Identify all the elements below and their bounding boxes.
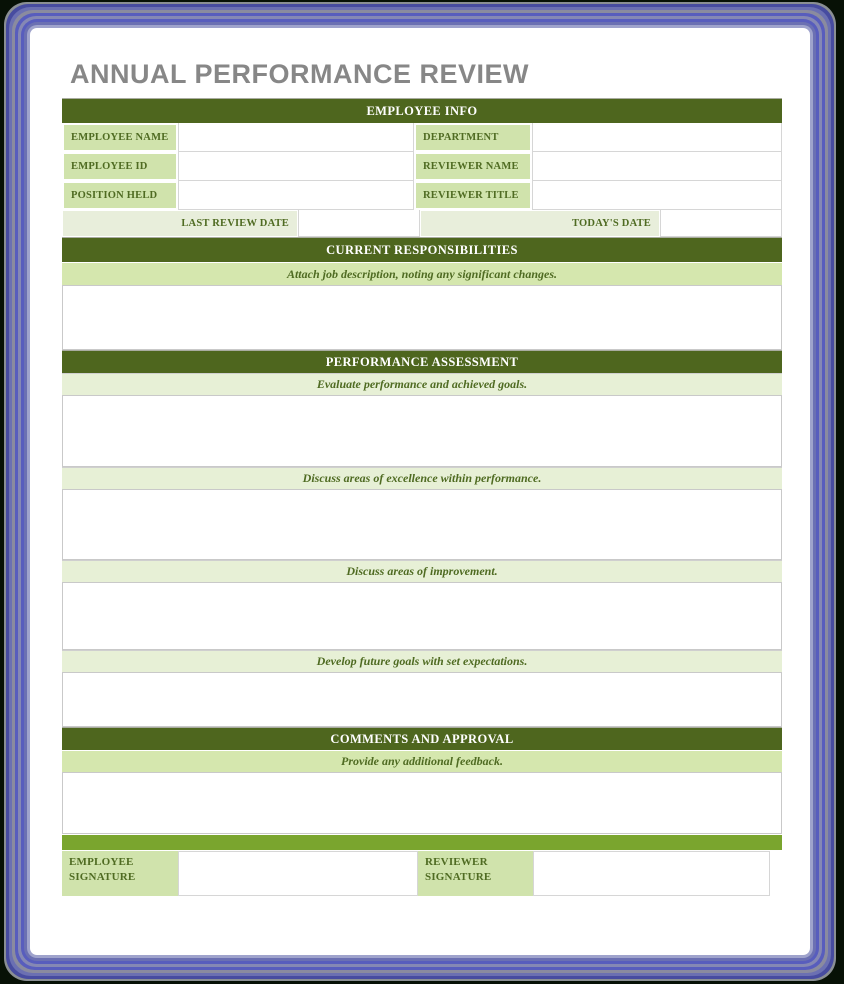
section-header-employee-info: EMPLOYEE INFO (62, 98, 782, 123)
current-responsibilities-field[interactable] (62, 285, 782, 350)
section-header-comments-approval: COMMENTS AND APPROVAL (62, 727, 782, 750)
assessment-prompt-excellence: Discuss areas of excellence within performance. (62, 467, 782, 489)
reviewer-title-field[interactable] (532, 181, 782, 210)
department-field[interactable] (532, 123, 782, 152)
signature-row (62, 851, 770, 896)
assessment-prompt-goals: Evaluate performance and achieved goals. (62, 373, 782, 395)
todays-date-field[interactable] (660, 210, 782, 237)
page-title: ANNUAL PERFORMANCE REVIEW (70, 59, 530, 89)
performance-review-form (62, 98, 782, 896)
employee-name-field[interactable] (178, 123, 414, 152)
employee-info-grid (62, 123, 782, 210)
field-label-todays-date: TODAY'S DATE (420, 210, 660, 237)
document-content (62, 54, 782, 896)
assessment-goals-field[interactable] (62, 395, 782, 467)
employee-id-field[interactable] (178, 152, 414, 181)
assessment-future-goals-field[interactable] (62, 672, 782, 727)
field-label-employee-id: EMPLOYEE ID (62, 152, 178, 181)
field-label-employee-name: EMPLOYEE NAME (62, 123, 178, 152)
last-review-date-field[interactable] (298, 210, 420, 237)
comments-prompt: Provide any additional feedback. (62, 750, 782, 772)
assessment-improvement-field[interactable] (62, 582, 782, 650)
assessment-prompt-improvement: Discuss areas of improvement. (62, 560, 782, 582)
divider-bar (62, 835, 782, 850)
field-label-reviewer-signature: REVIEWER SIGNATURE (418, 851, 533, 896)
reviewer-signature-field[interactable] (533, 851, 770, 896)
assessment-prompt-future-goals: Develop future goals with set expectations. (62, 650, 782, 672)
document-page (30, 28, 810, 955)
position-held-field[interactable] (178, 181, 414, 210)
field-label-reviewer-title: REVIEWER TITLE (414, 181, 532, 210)
current-responsibilities-prompt: Attach job description, noting any significant changes. (62, 262, 782, 285)
comments-field[interactable] (62, 772, 782, 834)
assessment-excellence-field[interactable] (62, 489, 782, 560)
field-label-department: DEPARTMENT (414, 123, 532, 152)
reviewer-name-field[interactable] (532, 152, 782, 181)
employee-signature-field[interactable] (178, 851, 418, 896)
section-header-performance-assessment: PERFORMANCE ASSESSMENT (62, 350, 782, 373)
field-label-reviewer-name: REVIEWER NAME (414, 152, 532, 181)
field-label-position-held: POSITION HELD (62, 181, 178, 210)
field-label-last-review-date: LAST REVIEW DATE (62, 210, 298, 237)
field-label-employee-signature: EMPLOYEE SIGNATURE (62, 851, 178, 896)
section-header-current-responsibilities: CURRENT RESPONSIBILITIES (62, 237, 782, 262)
dates-row (62, 210, 782, 237)
